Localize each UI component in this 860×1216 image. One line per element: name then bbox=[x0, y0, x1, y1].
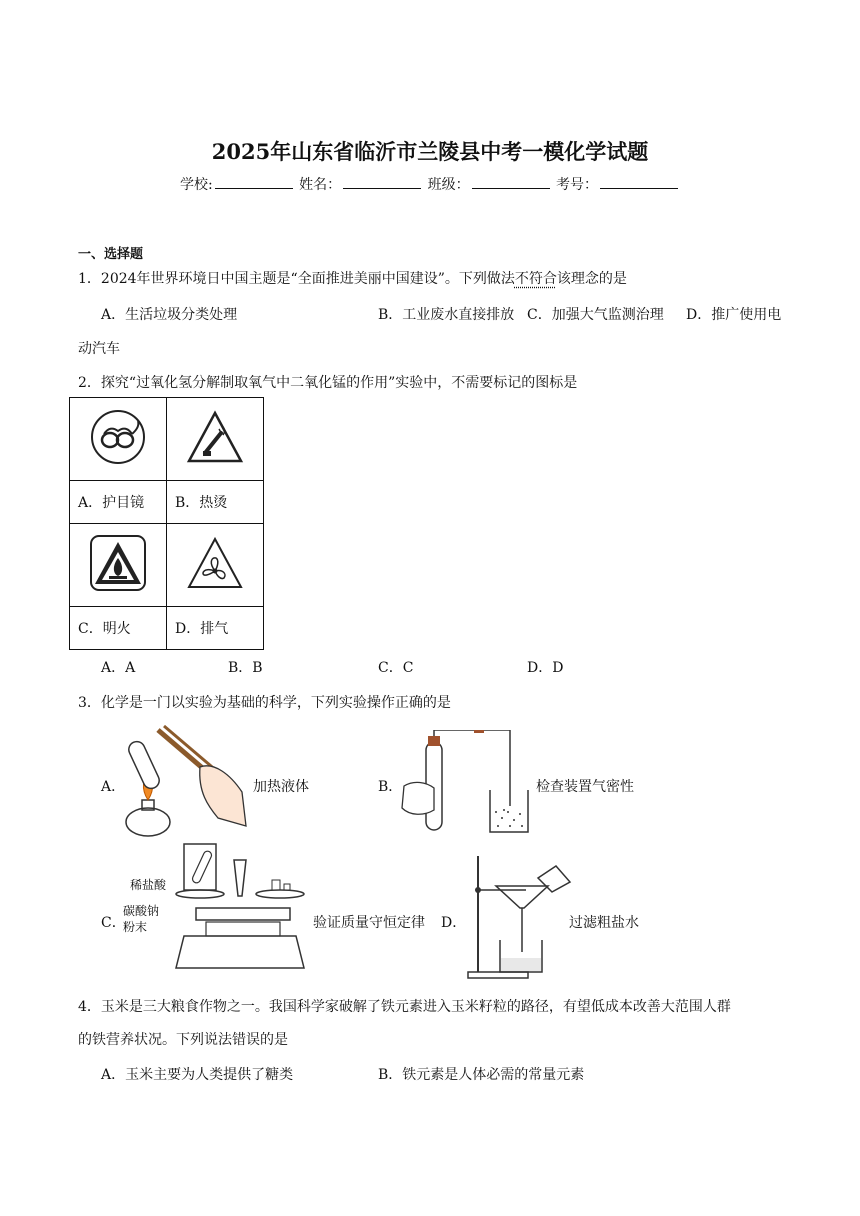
dilute-hcl-label: 稀盐酸 bbox=[130, 878, 167, 892]
q4-stem-line2: 的铁营养状况。下列说法错误的是 bbox=[78, 1032, 288, 1048]
goggles-icon bbox=[88, 407, 148, 467]
hot-icon-cell bbox=[167, 398, 264, 481]
airtightness-check-illustration bbox=[398, 730, 538, 838]
goggles-label: A．护目镜 bbox=[70, 481, 167, 524]
exam-number-label: 考号： bbox=[556, 177, 599, 193]
q3-option-c-letter[interactable]: C． bbox=[101, 915, 126, 931]
name-label: 姓名： bbox=[299, 177, 342, 193]
hot-label: B．热烫 bbox=[167, 481, 264, 524]
q1-option-b[interactable]: B．工业废水直接排放 bbox=[378, 307, 515, 323]
q3-option-b-letter[interactable]: B． bbox=[378, 779, 403, 795]
q1-emphasis: 不符合 bbox=[514, 271, 557, 287]
name-blank[interactable] bbox=[343, 176, 421, 189]
q3-stem: 3．化学是一门以实验为基础的科学，下列实验操作正确的是 bbox=[78, 695, 451, 711]
q4-stem-line1: 4．玉米是三大粮食作物之一。我国科学家破解了铁元素进入玉米籽粒的路径，有望低成本改善大范围人群 bbox=[78, 999, 731, 1015]
q3-option-c-text: 验证质量守恒定律 bbox=[313, 915, 425, 931]
q1-stem: 1．2024年世界环境日中国主题是“全面推进美丽中国建设”。下列做法不符合该理念的是 bbox=[78, 271, 627, 287]
open-flame-label: C．明火 bbox=[70, 607, 167, 650]
q1-option-d[interactable]: D．推广使用电 bbox=[686, 307, 782, 323]
q2-stem: 2．探究“过氧化氢分解制取氧气中二氧化锰的作用”实验中，不需要标记的图标是 bbox=[78, 375, 578, 391]
q3-option-d-letter[interactable]: D． bbox=[441, 915, 467, 931]
exhaust-label: D．排气 bbox=[167, 607, 264, 650]
student-info-line bbox=[0, 174, 860, 194]
q1-option-c[interactable]: C．加强大气监测治理 bbox=[527, 307, 664, 323]
q1-option-d-continued: 动汽车 bbox=[78, 341, 120, 357]
q3-option-d-text: 过滤粗盐水 bbox=[569, 915, 639, 931]
safety-icon-table bbox=[69, 397, 264, 650]
q4-option-b[interactable]: B．铁元素是人体必需的常量元素 bbox=[378, 1067, 585, 1083]
q3-option-b-text: 检查装置气密性 bbox=[536, 779, 634, 795]
page-title: 2025年山东省临沂市兰陵县中考一模化学试题 bbox=[211, 139, 649, 164]
school-blank[interactable] bbox=[215, 176, 293, 189]
exhaust-icon-cell bbox=[167, 524, 264, 607]
q3-option-a-text: 加热液体 bbox=[253, 779, 309, 795]
goggles-icon-cell bbox=[70, 398, 167, 481]
exam-number-blank[interactable] bbox=[600, 176, 678, 189]
q4-option-a[interactable]: A．玉米主要为人类提供了糖类 bbox=[101, 1067, 294, 1083]
powder-label: 粉末 bbox=[123, 920, 148, 934]
q2-option-a[interactable]: A．A bbox=[101, 660, 136, 676]
open-flame-icon bbox=[87, 532, 149, 594]
q2-option-d[interactable]: D．D bbox=[527, 660, 564, 676]
heating-liquid-illustration bbox=[118, 722, 248, 842]
section-heading: 一、选择题 bbox=[78, 247, 144, 262]
hot-surface-icon bbox=[185, 407, 245, 467]
mass-conservation-balance-illustration bbox=[170, 840, 310, 976]
class-label: 班级： bbox=[427, 177, 470, 193]
q2-option-b[interactable]: B．B bbox=[228, 660, 263, 676]
sodium-carbonate-label: 碳酸钠 bbox=[123, 904, 160, 918]
q1-option-a[interactable]: A．生活垃圾分类处理 bbox=[101, 307, 238, 323]
filtration-illustration bbox=[466, 856, 572, 980]
open-flame-icon-cell bbox=[70, 524, 167, 607]
school-label: 学校: bbox=[179, 177, 213, 193]
q3-option-a-letter[interactable]: A． bbox=[101, 779, 126, 795]
exhaust-fan-icon bbox=[185, 533, 245, 593]
class-blank[interactable] bbox=[472, 176, 550, 189]
q2-option-c[interactable]: C．C bbox=[378, 660, 414, 676]
